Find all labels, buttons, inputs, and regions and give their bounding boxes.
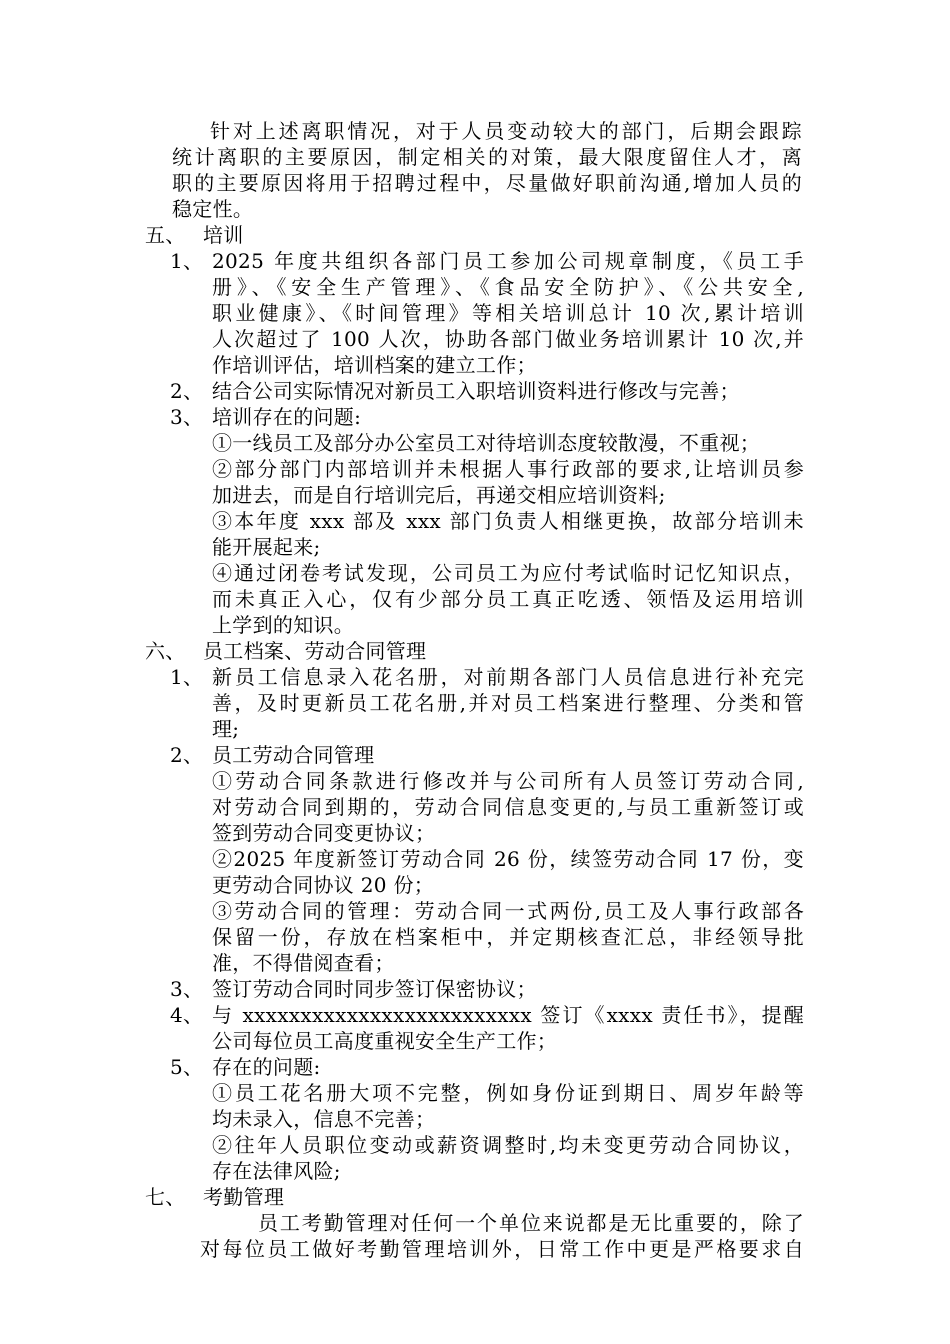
text-line: 针对上述离职情况，对于人员变动较大的部门，后期会跟踪 bbox=[210, 119, 802, 143]
list-item bbox=[0, 404, 950, 638]
text-line: ①一线员工及部分办公室员工对待培训态度较散漫，不重视； bbox=[212, 431, 761, 455]
text-line: 均未录入，信息不完善； bbox=[212, 1107, 436, 1131]
text-line: ③本年度 xxx 部及 xxx 部门负责人相继更换，故部分培训未 bbox=[212, 509, 804, 533]
text-line: ③劳动合同的管理：劳动合同一式两份,员工及人事行政部各 bbox=[212, 899, 804, 923]
item-number: 1、 bbox=[170, 249, 204, 273]
text-line: 2025 年度共组织各部门员工参加公司规章制度，《员工手 bbox=[212, 249, 804, 273]
text-line: 上学到的知识。 bbox=[212, 613, 355, 637]
item-number: 5、 bbox=[170, 1055, 204, 1079]
item-number: 3、 bbox=[170, 977, 204, 1001]
text-line: 理; bbox=[212, 717, 240, 741]
item-number: 1、 bbox=[170, 665, 204, 689]
text-line: 能开展起来; bbox=[212, 535, 321, 559]
text-line: 而未真正入心，仅有少部分员工真正吃透、领悟及运用培训 bbox=[212, 587, 804, 611]
text-line: 员工考勤管理对任何一个单位来说都是无比重要的，除了 bbox=[258, 1211, 804, 1235]
list-item bbox=[0, 1002, 950, 1054]
text-line: 准，不得借阅查看； bbox=[212, 951, 395, 975]
text-line: 人次超过了 100 人次，协助各部门做业务培训累计 10 次,并 bbox=[212, 327, 804, 351]
section-title: 培训 bbox=[203, 223, 244, 247]
list-item bbox=[0, 664, 950, 742]
attendance-paragraph bbox=[0, 1210, 804, 1262]
text-line: 新员工信息录入花名册，对前期各部门人员信息进行补充完 bbox=[212, 665, 804, 689]
item-number: 4、 bbox=[170, 1003, 204, 1027]
section-title: 考勤管理 bbox=[203, 1185, 285, 1209]
text-line: ②往年人员职位变动或薪资调整时,均未变更劳动合同协议， bbox=[212, 1133, 804, 1157]
text-line: 结合公司实际情况对新员工入职培训资料进行修改与完善； bbox=[212, 379, 740, 403]
intro-paragraph bbox=[0, 118, 802, 222]
text-line: 对每位员工做好考勤管理培训外，日常工作中更是严格要求自 bbox=[200, 1237, 804, 1261]
text-line: 统计离职的主要原因，制定相关的对策，最大限度留住人才，离 bbox=[172, 145, 802, 169]
text-line: 公司每位员工高度重视安全生产工作； bbox=[212, 1029, 558, 1053]
section-number: 七、 bbox=[145, 1185, 186, 1209]
text-line: 更劳动合同协议 20 份； bbox=[212, 873, 435, 897]
section-number: 五、 bbox=[145, 223, 186, 247]
list-item bbox=[0, 378, 950, 404]
text-line: 对劳动合同到期的，劳动合同信息变更的,与员工重新签订或 bbox=[212, 795, 804, 819]
section-number: 六、 bbox=[145, 639, 186, 663]
section-heading-employee-records bbox=[0, 638, 950, 664]
section-heading-attendance bbox=[0, 1184, 950, 1210]
list-item bbox=[0, 976, 950, 1002]
text-line: ②部分部门内部培训并未根据人事行政部的要求,让培训员参 bbox=[212, 457, 804, 481]
text-line: 培训存在的问题: bbox=[212, 405, 362, 429]
item-number: 2、 bbox=[170, 379, 204, 403]
item-number: 2、 bbox=[170, 743, 204, 767]
text-line: 员工劳动合同管理 bbox=[212, 743, 375, 767]
text-line: 存在法律风险; bbox=[212, 1159, 341, 1183]
text-line: 保留一份，存放在档案柜中，并定期核查汇总，非经领导批 bbox=[212, 925, 804, 949]
section-heading-training bbox=[0, 222, 950, 248]
list-item bbox=[0, 742, 950, 976]
text-line: 职业健康》、《时间管理》等相关培训总计 10 次,累计培训 bbox=[212, 301, 804, 325]
text-line: 存在的问题: bbox=[212, 1055, 321, 1079]
text-line: 作培训评估，培训档案的建立工作； bbox=[212, 353, 537, 377]
list-item bbox=[0, 248, 950, 378]
text-line: 职的主要原因将用于招聘过程中，尽量做好职前沟通,增加人员的 bbox=[172, 171, 802, 195]
text-line: 善，及时更新员工花名册,并对员工档案进行整理、分类和管 bbox=[212, 691, 804, 715]
text-line: ②2025 年度新签订劳动合同 26 份，续签劳动合同 17 份，变 bbox=[212, 847, 804, 871]
text-line: 稳定性。 bbox=[172, 197, 254, 221]
text-line: 册》、《安全生产管理》、《食品安全防护》、《公共安全, bbox=[212, 275, 804, 299]
text-line: ①劳动合同条款进行修改并与公司所有人员签订劳动合同, bbox=[212, 769, 804, 793]
text-line: 签到劳动合同变更协议； bbox=[212, 821, 436, 845]
item-number: 3、 bbox=[170, 405, 204, 429]
text-line: 与 xxxxxxxxxxxxxxxxxxxxxxxxx 签订《xxxx 责任书》，提醒 bbox=[212, 1003, 804, 1027]
text-line: 加进去，而是自行培训完后，再递交相应培训资料; bbox=[212, 483, 666, 507]
text-line: ④通过闭卷考试发现，公司员工为应付考试临时记忆知识点， bbox=[212, 561, 804, 585]
list-item bbox=[0, 1054, 950, 1184]
text-line: 签订劳动合同时同步签订保密协议； bbox=[212, 977, 537, 1001]
text-line: ①员工花名册大项不完整，例如身份证到期日、周岁年龄等 bbox=[212, 1081, 804, 1105]
section-title: 员工档案、劳动合同管理 bbox=[203, 639, 427, 663]
document-page bbox=[0, 118, 950, 1262]
